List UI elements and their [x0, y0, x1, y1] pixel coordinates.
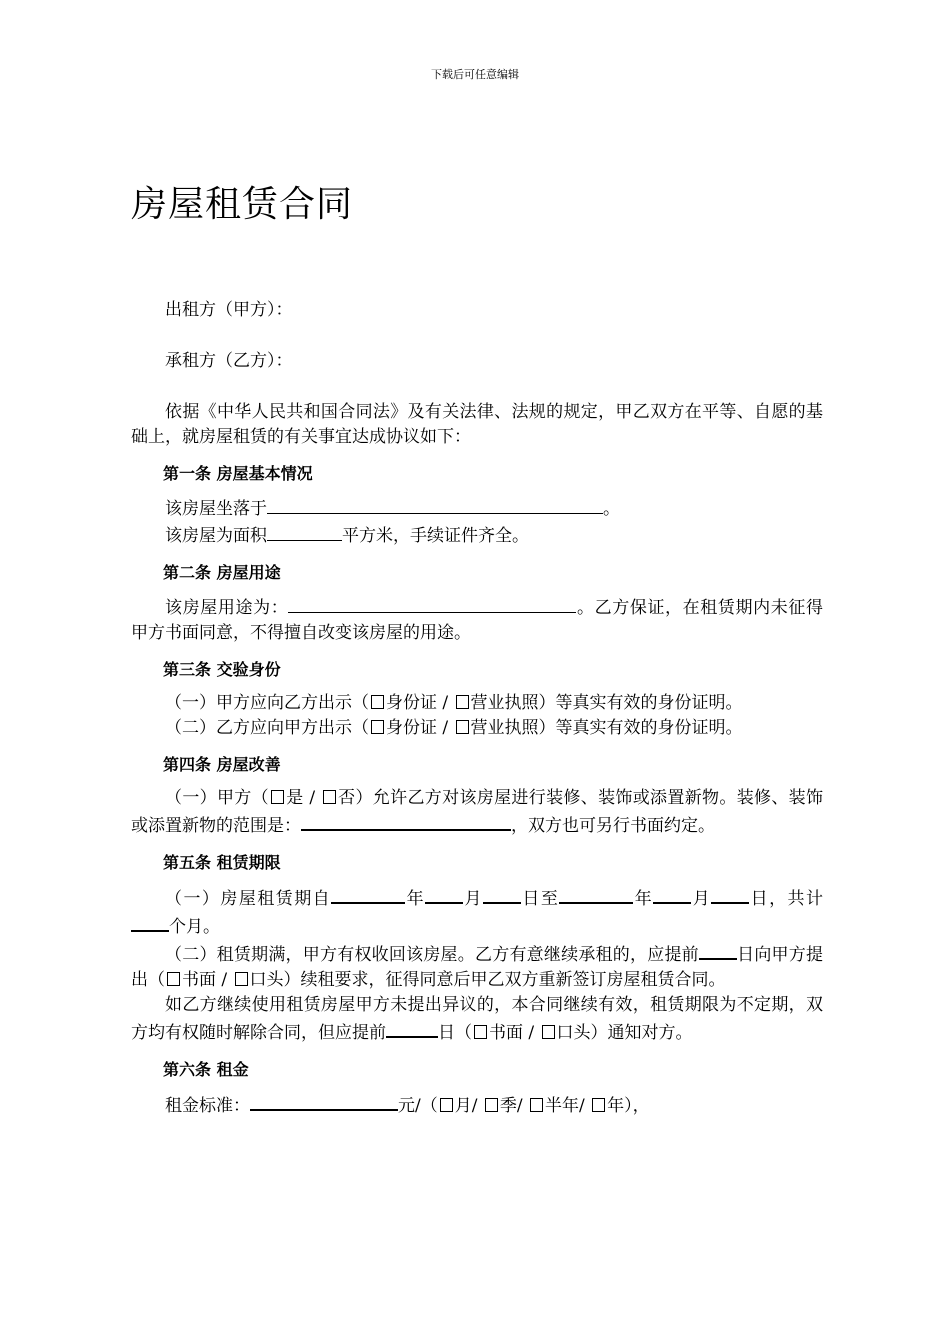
months-unit: 个月。 — [169, 917, 220, 937]
option-id-card: 身份证 — [386, 693, 437, 713]
notice-tail: ）通知对方。 — [590, 1023, 693, 1043]
checkbox-oral[interactable] — [235, 972, 248, 986]
usage-text: 。乙方保证，在租赁期内未征得甲方书面同意，不得擅自改变该房屋的用途。 — [131, 598, 824, 643]
option-quarter: 季/ — [499, 1096, 529, 1116]
term-label: （一）房屋租赁期自 — [165, 889, 332, 909]
separator: / — [437, 718, 454, 738]
checkbox-id-card[interactable] — [371, 695, 384, 709]
lessee-id-line — [131, 716, 823, 741]
rent-unit: 元/（ — [398, 1096, 438, 1116]
year-unit: 年 — [405, 889, 426, 909]
usage-label: 该房屋用途为： — [165, 598, 289, 618]
month-unit: 月 — [463, 889, 483, 909]
option-year: 年）， — [607, 1096, 650, 1116]
area-label: 该房屋为面积 — [165, 526, 267, 546]
header-note: 下载后可任意编辑 — [431, 68, 519, 81]
renewal-days-blank[interactable] — [699, 940, 737, 960]
indefinite-term-paragraph — [131, 993, 823, 1046]
year-unit: 年 — [633, 889, 654, 909]
option-half-year: 半年/ — [545, 1096, 591, 1116]
checkbox-written[interactable] — [474, 1025, 487, 1039]
checkbox-id-card[interactable] — [371, 720, 384, 734]
day-total: 日，共计 — [749, 889, 824, 909]
renewal-tail: ）续租要求，征得同意后甲乙双方重新签订房屋租赁合同。 — [283, 970, 726, 990]
renovation-text: ）允许乙方对该房屋进行装修、装饰或添置新物。装修、装饰或添置新物的范围是： — [131, 788, 824, 836]
checkbox-no[interactable] — [323, 790, 336, 804]
renovation-scope-blank[interactable] — [301, 811, 511, 831]
usage-paragraph — [131, 594, 823, 646]
rent-label: 租金标准： — [165, 1096, 250, 1116]
start-year-blank[interactable] — [331, 884, 405, 904]
option-id-card: 身份证 — [386, 718, 437, 738]
separator: / — [303, 788, 321, 808]
rent-line — [131, 1091, 823, 1119]
option-no: 否 — [337, 788, 356, 808]
lessor-id-line — [131, 691, 823, 716]
lessee-label: 承租方（乙方）： — [165, 351, 293, 371]
lessee-line — [131, 349, 823, 374]
day-to: 日至 — [520, 889, 560, 909]
checkbox-business-license[interactable] — [456, 720, 469, 734]
lessor-line — [131, 298, 823, 323]
option-yes: 是 — [285, 788, 304, 808]
checkbox-month[interactable] — [440, 1098, 453, 1112]
renovation-label: （一）甲方（ — [165, 788, 269, 808]
start-month-blank[interactable] — [425, 884, 463, 904]
area-line — [131, 522, 823, 549]
area-blank[interactable] — [267, 522, 342, 541]
checkbox-business-license[interactable] — [456, 695, 469, 709]
renewal-text: （二）租赁期满，甲方有权收回该房屋。乙方有意继续承租的，应提前 — [165, 945, 699, 965]
option-business-license: 营业执照 — [470, 718, 539, 738]
article-1-heading: 第一条 房屋基本情况 — [163, 464, 313, 483]
checkbox-half-year[interactable] — [530, 1098, 543, 1112]
article-4-heading: 第四条 房屋改善 — [163, 755, 281, 774]
end-month-blank[interactable] — [653, 884, 691, 904]
checkbox-oral[interactable] — [542, 1025, 555, 1039]
document-title: 房屋租赁合同 — [131, 184, 354, 225]
option-business-license: 营业执照 — [470, 693, 539, 713]
option-written: 书面 — [182, 970, 216, 990]
area-unit: 平方米，手续证件齐全。 — [342, 526, 529, 546]
renovation-tail: ，双方也可另行书面约定。 — [511, 816, 715, 836]
separator: / — [437, 693, 454, 713]
location-label: 该房屋坐落于 — [165, 499, 267, 519]
location-end: 。 — [603, 499, 620, 519]
total-months-blank[interactable] — [131, 912, 169, 932]
article-6-heading: 第六条 租金 — [163, 1060, 249, 1079]
checkbox-quarter[interactable] — [485, 1098, 498, 1112]
term-paragraph — [131, 884, 823, 940]
rent-amount-blank[interactable] — [250, 1091, 398, 1111]
article-3-heading: 第三条 交验身份 — [163, 660, 281, 679]
article-5-heading: 第五条 租赁期限 — [163, 853, 281, 872]
lessor-id-label: （一）甲方应向乙方出示（ — [165, 693, 369, 713]
option-written: 书面 — [489, 1023, 523, 1043]
indefinite-text: 如乙方继续使用租赁房屋甲方未提出异议的，本合同继续有效，租赁期限为不定期，双方均有权随时解除合同，但应提前 — [131, 995, 823, 1043]
renewal-text-2: 日向甲方提出（ — [131, 945, 824, 990]
option-month: 月/ — [454, 1096, 483, 1116]
separator: / — [216, 970, 233, 990]
checkbox-written[interactable] — [167, 972, 180, 986]
end-day-blank[interactable] — [711, 884, 749, 904]
notice-day-unit: 日（ — [438, 1023, 472, 1043]
location-blank[interactable] — [267, 495, 603, 514]
start-day-blank[interactable] — [483, 884, 521, 904]
notice-days-blank[interactable] — [386, 1018, 438, 1038]
renovation-paragraph — [131, 786, 823, 839]
lessee-id-label: （二）乙方应向甲方出示（ — [165, 718, 369, 738]
checkbox-yes[interactable] — [271, 790, 284, 804]
usage-blank[interactable] — [288, 594, 576, 613]
separator: / — [523, 1023, 540, 1043]
month-unit: 月 — [691, 889, 712, 909]
renewal-paragraph — [131, 940, 823, 993]
contract-body — [131, 298, 823, 1119]
id-tail: ）等真实有效的身份证明。 — [538, 693, 743, 713]
option-oral: 口头 — [556, 1023, 591, 1043]
article-2-heading: 第二条 房屋用途 — [163, 563, 281, 582]
id-tail: ）等真实有效的身份证明。 — [538, 718, 743, 738]
option-oral: 口头 — [249, 970, 284, 990]
checkbox-year[interactable] — [592, 1098, 605, 1112]
lessor-label: 出租方（甲方）： — [165, 300, 293, 320]
preamble: 依据《中华人民共和国合同法》及有关法律、法规的规定，甲乙双方在平等、自愿的基础上，就房屋租赁的有关事宜达成协议如下： — [131, 402, 823, 447]
end-year-blank[interactable] — [559, 884, 633, 904]
location-line — [131, 495, 823, 522]
